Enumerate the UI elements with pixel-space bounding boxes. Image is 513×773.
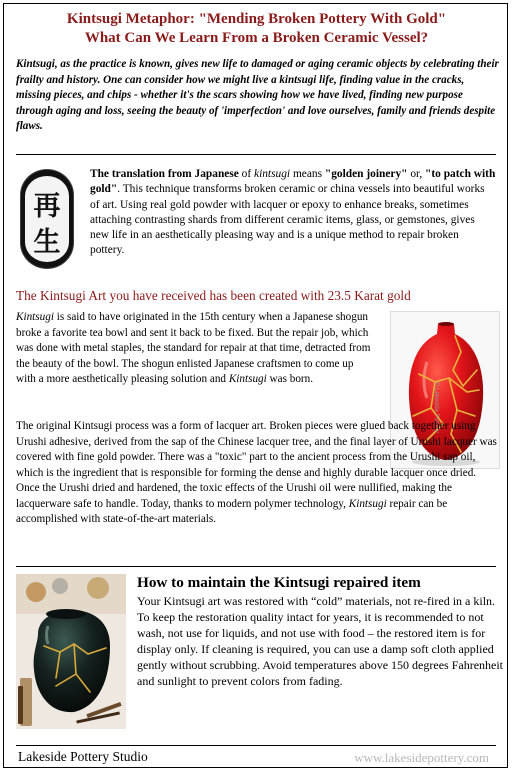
origin-text-1: is said to have originated in the 15th century when a Japanese shogun broke a favorite tea bowl and sent it back to be fixed. But the repair job, which was done with metal staples, the standard for repair at that time, detracted from the beauty of the bowl. The shogun enlisted Japanese craftsmen to come up with a more aesthetically pleasing solution and xyxy=(16,311,371,385)
maintain-heading: How to maintain the Kintsugi repaired item xyxy=(137,574,421,591)
page-title xyxy=(4,10,509,48)
origin-text-2: was born. xyxy=(266,373,314,385)
seal-panel xyxy=(25,176,69,262)
lacquer-paragraph xyxy=(16,419,502,528)
translation-term: kintsugi xyxy=(254,168,291,180)
page-frame xyxy=(3,3,508,768)
footer-studio-name: Lakeside Pottery Studio xyxy=(18,749,148,764)
translation-or: or, xyxy=(407,168,426,180)
lacquer-term: Kintsugi xyxy=(348,497,387,510)
divider-top xyxy=(16,154,496,155)
kanji-seal xyxy=(20,169,74,269)
title-line-1: Kintsugi Metaphor: "Mending Broken Pottery With Gold" xyxy=(66,11,447,27)
maintain-paragraph: Your Kintsugi art was restored with “cold” materials, not re-fired in a kiln. To keep the restoration quality intact for years, it is recommended to not wash, not use for liquids, and not use with food – the restored item is for display only. If cleaning is required, you can use a damp soft cloth applied gently without scrubbing. Avoid temperatures above 150 degrees Fahrenheit and sunlight to prevent colors from fading. xyxy=(137,594,504,688)
origin-term-2: Kintsugi xyxy=(228,373,267,385)
seal-char-1: 再 xyxy=(33,191,61,222)
footer-website-url: www.lakesidepottery.com xyxy=(354,750,489,765)
lacquer-text-2: repair can be accomplished with state-of-the-art materials. xyxy=(16,497,448,525)
translation-meaning-2: "to patch with gold" xyxy=(90,168,496,196)
origin-term: Kintsugi xyxy=(16,311,54,323)
seal-char-2: 生 xyxy=(33,227,61,258)
origin-paragraph xyxy=(16,310,376,388)
translation-paragraph xyxy=(90,167,496,259)
translation-rest: . This technique transforms broken ceramic or china vessels into beautiful works of art. Using real gold powder with lacquer or epoxy to enhance breaks, sometimes attaching contrasting shards from different ceramic items, glass, or gemstones, gives new life in an aesthetically pleasing way and is a unique method to repair broken pottery. xyxy=(90,183,485,257)
divider-bottom xyxy=(16,745,496,746)
vase-caption: © Lakeside Pottery xyxy=(433,382,439,433)
translation-meaning-1: "golden joinery" xyxy=(324,168,408,180)
translation-lead: The translation from Japanese xyxy=(90,168,239,180)
lacquer-text-1: The original Kintsugi process was a form of lacquer art. Broken pieces were glued back together using Urushi adhesive, derived from the sap of the Chinese lacquer tree, and the final layer of Urushi lacquer was covered with fine gold powder. There was a "toxic" part to the ancient process from the Urushi sap oil, which is the ingredient that is responsible for forming the dense and highly durable lacquer once dried. Once the Urushi dried and hardened, the toxic effects of the Urushi oil were nullified, making the lacquerware safe to handle. Today, thanks to modern polymer technology, xyxy=(16,420,497,510)
black-vase-illustration xyxy=(16,574,126,729)
section-heading: The Kintsugi Art you have received has been created with 23.5 Karat gold xyxy=(16,288,411,303)
translation-of: of xyxy=(238,168,255,180)
title-line-2: What Can We Learn From a Broken Ceramic Vessel? xyxy=(84,30,429,46)
intro-paragraph: Kintsugi, as the practice is known, gives new life to damaged or aging ceramic objects by celebrating their frailty and history. One can consider how we might live a kintsugi life, finding value in the cracks, missing pieces, and chips - whether it's the scars showing how we have lived, finding new purpose through aging and loss, seeing the beauty of 'imperfection' and love ourselves, family and friends despite flaws. xyxy=(16,58,499,132)
kintsugi-process-photo xyxy=(16,574,126,729)
divider-middle xyxy=(16,566,496,567)
translation-means: means xyxy=(290,168,325,180)
